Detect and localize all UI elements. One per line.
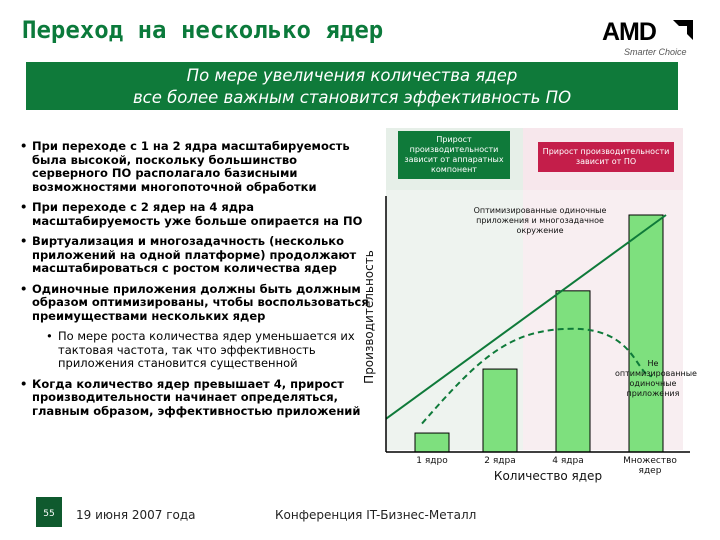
bar-3 bbox=[556, 291, 590, 452]
bullet-item: • Виртуализация и многозадачность (несколько приложений на одной платформе) продолжают масштабироваться с ростом количества ядер bbox=[20, 235, 372, 276]
amd-logo-text: AMD bbox=[602, 18, 656, 46]
sub-bullet-item: • По мере роста количества ядер уменьшается их тактовая частота, так что эффективность приложения становится существенной bbox=[46, 330, 372, 371]
x-tick-label: 1 ядро bbox=[416, 456, 448, 466]
amd-tagline: Smarter Choice bbox=[624, 47, 687, 57]
bullet-item: • Когда количество ядер превышает 4, прирост производительности начинает определяться, главным образом, эффективностью приложений bbox=[20, 378, 372, 419]
footer-conference: Конференция IT-Бизнес-Металл bbox=[275, 508, 477, 522]
non-optimized-apps-label: Не оптимизированные одиночные приложения bbox=[615, 359, 697, 398]
banner-line-2: все более важным становится эффективность ПО bbox=[132, 88, 572, 107]
bullet-item: • При переходе с 2 ядер на 4 ядра масштабируемость уже больше опирается на ПО bbox=[20, 201, 372, 228]
software-region-label: Прирост производительности зависит от ПО bbox=[538, 142, 674, 172]
y-axis-label: Производительность bbox=[362, 250, 376, 384]
hardware-region-label: Прирост производительности зависит от аппаратных компонент bbox=[398, 131, 510, 179]
slide-title: Переход на несколько ядер bbox=[22, 16, 384, 44]
bar-1 bbox=[415, 433, 449, 452]
footer-date: 19 июня 2007 года bbox=[76, 508, 196, 522]
x-tick-label: Множество ядер bbox=[623, 456, 677, 476]
x-axis-label: Количество ядер bbox=[493, 469, 603, 483]
bullet-item: • Одиночные приложения должны быть должным образом оптимизированы, чтобы воспользоваться преимуществами нескольких ядер bbox=[20, 283, 372, 324]
bullet-item: • При переходе с 1 на 2 ядра масштабируемость была высокой, поскольку большинство серверного ПО располагало базисными возможностями многопоточной обработки bbox=[20, 140, 372, 194]
optimized-apps-label: Оптимизированные одиночные приложения и многозадачное окружение bbox=[473, 206, 607, 235]
banner-line-1: По мере увеличения количества ядер bbox=[186, 66, 518, 85]
x-tick-label: 4 ядра bbox=[552, 456, 584, 466]
bar-4 bbox=[629, 215, 663, 452]
page-number: 55 bbox=[36, 497, 62, 527]
bar-2 bbox=[483, 369, 517, 452]
x-tick-label: 2 ядра bbox=[484, 456, 516, 466]
